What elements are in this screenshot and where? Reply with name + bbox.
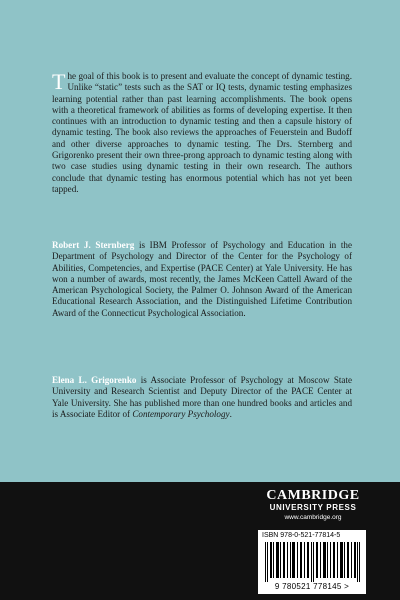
author-bio-grigorenko	[52, 375, 352, 420]
book-description	[52, 71, 352, 195]
author-bio-text: is Associate Professor of Psychology at Moscow State University and Research Scientist and Deputy Director of the PACE Center at Yale University. She has published more than one hundred books and articles and is Associate Editor of	[52, 375, 353, 419]
author-bio-sternberg	[52, 240, 352, 319]
description-text: he goal of this book is to present and evaluate the concept of dynamic testing. Unlike “static” tests such as the SAT or IQ tests, dynamic testing emphasizes learning potential rather than past learning accomplishments. The book opens with a theoretical framework of abilities as forms of developing expertise. It then continues with an introduction to dynamic testing and then a capsule history of dynamic testing. The book also reviews the approaches of Feuerstein and Budoff and other diverse approaches to dynamic testing. The Drs. Sternberg and Grigorenko present their own three-prong approach to dynamic testing along with two case studies using dynamic testing in their own research. The authors conclude that dynamic testing has enormous potential which has not yet been tapped.	[52, 71, 352, 194]
author-bio-text: is IBM Professor of Psychology and Education in the Department of Psychology and Director of the Center for the Psychology of Abilities, Competencies, and Expertise (PACE Center) at Yale University. He has won a number of awards, most recently, the James McKeen Cattell Award of the American Psychological Society, the Palmer O. Johnson Award of the American Educational Research Association, and the Distinguished Lifetime Contribution Award of the Connecticut Psychological Association.	[52, 240, 352, 318]
publisher-name: CAMBRIDGE	[266, 488, 360, 503]
publisher-url: www.cambridge.org	[284, 514, 342, 521]
publisher-subtitle: UNIVERSITY PRESS	[269, 503, 357, 512]
isbn-barcode	[258, 530, 366, 594]
author-name: Robert J. Sternberg	[52, 240, 135, 250]
barcode-digits: 9 780521 778145 >	[274, 582, 350, 591]
author-name: Elena L. Grigorenko	[52, 375, 137, 385]
bio-end-punct: .	[229, 408, 232, 419]
publisher-logo	[258, 488, 368, 522]
journal-title: Contemporary Psychology	[132, 408, 230, 419]
drop-cap: T	[52, 69, 66, 94]
isbn-label: ISBN 978-0-521-77814-5	[262, 532, 341, 539]
barcode-icon	[264, 542, 360, 582]
